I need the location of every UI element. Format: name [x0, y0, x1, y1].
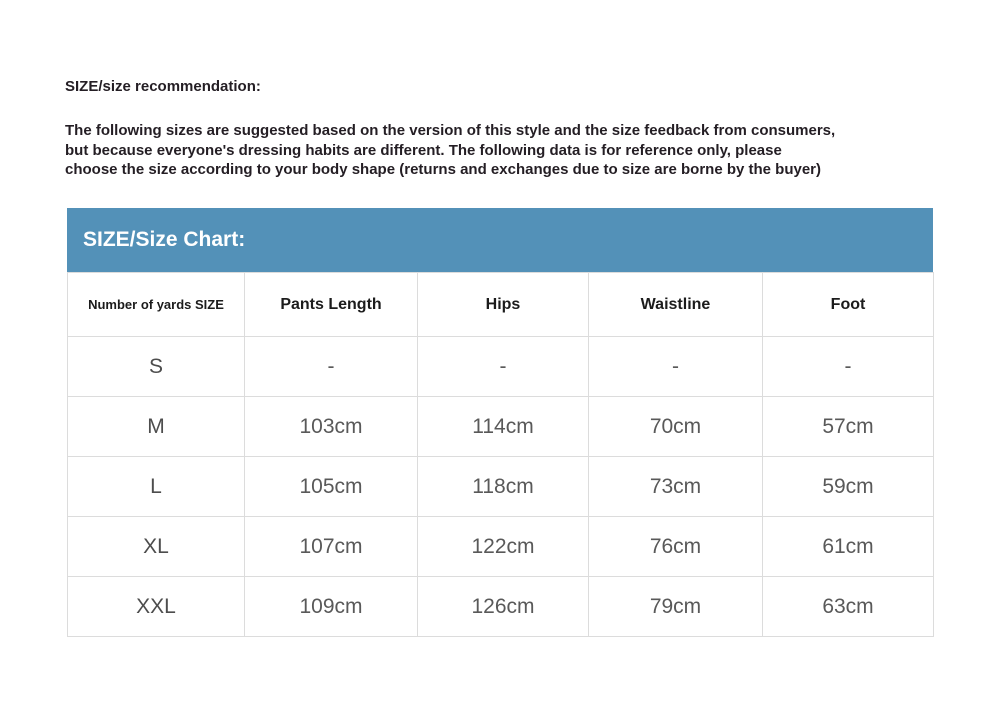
measurement-cell: - — [763, 337, 934, 397]
measurement-cell: 107cm — [245, 517, 418, 577]
measurement-cell: 79cm — [589, 577, 763, 637]
column-header-hips: Hips — [418, 273, 589, 337]
table-row — [68, 337, 934, 397]
measurement-cell: 63cm — [763, 577, 934, 637]
size-note-line-1: The following sizes are suggested based on the version of this style and the size feedback from consumers, — [65, 122, 836, 139]
measurement-cell: 109cm — [245, 577, 418, 637]
measurement-cell: 126cm — [418, 577, 589, 637]
size-chart — [67, 208, 933, 637]
size-label: XXL — [68, 577, 245, 637]
measurement-cell: - — [245, 337, 418, 397]
measurement-cell: 118cm — [418, 457, 589, 517]
measurement-cell: - — [589, 337, 763, 397]
measurement-cell: 59cm — [763, 457, 934, 517]
column-header-size: Number of yards SIZE — [68, 273, 245, 337]
measurement-cell: 61cm — [763, 517, 934, 577]
size-note-line-2: but because everyone's dressing habits are different. The following data is for reference only, please — [65, 141, 782, 159]
measurement-cell: 114cm — [418, 397, 589, 457]
size-chart-table — [67, 272, 934, 637]
table-row — [68, 457, 934, 517]
size-label: M — [68, 397, 245, 457]
measurement-cell: 122cm — [418, 517, 589, 577]
size-chart-title: SIZE/Size Chart: — [83, 228, 246, 251]
table-row — [68, 577, 934, 637]
measurement-cell: - — [418, 337, 589, 397]
table-row — [68, 397, 934, 457]
column-header-pants-length: Pants Length — [245, 273, 418, 337]
measurement-cell: 57cm — [763, 397, 934, 457]
size-note-paragraph — [65, 121, 940, 180]
measurement-cell: 70cm — [589, 397, 763, 457]
measurement-cell: 73cm — [589, 457, 763, 517]
measurement-cell: 76cm — [589, 517, 763, 577]
size-chart-title-bar — [67, 208, 933, 272]
size-label: XL — [68, 517, 245, 577]
column-header-waistline: Waistline — [589, 273, 763, 337]
size-label: S — [68, 337, 245, 397]
column-header-foot: Foot — [763, 273, 934, 337]
table-row — [68, 517, 934, 577]
table-header-row — [68, 273, 934, 337]
measurement-cell: 105cm — [245, 457, 418, 517]
size-label: L — [68, 457, 245, 517]
size-note-line-3: choose the size according to your body shape (returns and exchanges due to size are borne by the buyer) — [65, 161, 822, 178]
measurement-cell: 103cm — [245, 397, 418, 457]
section-heading: SIZE/size recommendation: — [65, 78, 261, 95]
